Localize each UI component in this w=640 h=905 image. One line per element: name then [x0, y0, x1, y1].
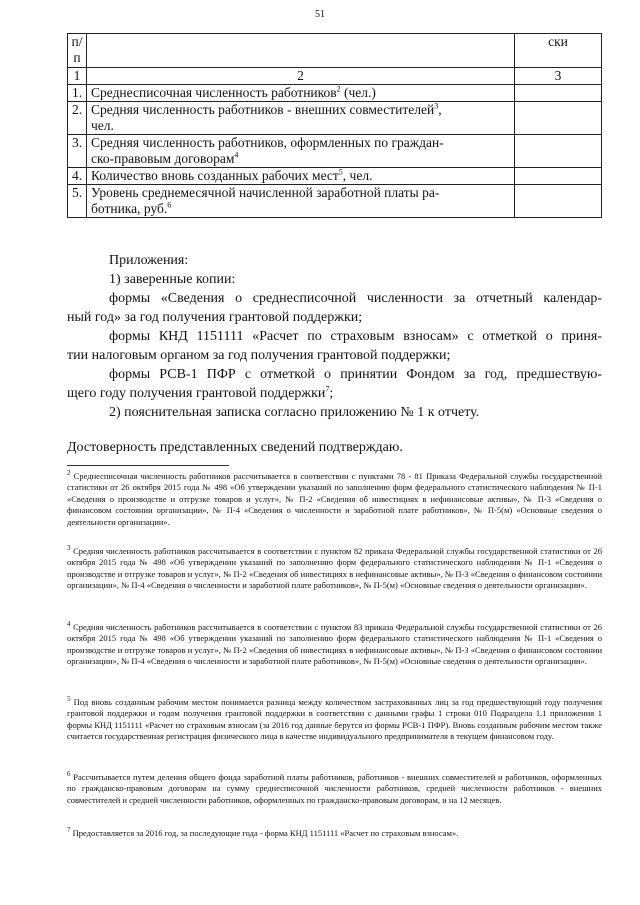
page-number: 51 [315, 9, 325, 20]
row-indicator [87, 185, 515, 218]
appendix-section [67, 251, 602, 422]
appendix-form-1-line1: формы «Сведения о среднесписочной численности за отчетный календар- [109, 291, 602, 306]
indicators-table [67, 33, 602, 218]
footnote-6 [67, 772, 602, 806]
table-row [68, 168, 602, 185]
row-text-end: , [438, 102, 442, 117]
table-header-row [68, 34, 602, 68]
table-row [68, 185, 602, 218]
appendix-title: Приложения: [109, 253, 189, 268]
row-indicator [87, 102, 515, 135]
row-text: Среднесписочная численность работников [91, 85, 337, 100]
footnote-mark: 5 [67, 695, 71, 704]
footnote-2 [67, 471, 602, 528]
footnote-7 [67, 828, 602, 839]
row-number: 1. [68, 85, 87, 102]
row-value [515, 85, 602, 102]
row-number: 2. [68, 102, 87, 135]
footnote-text: Среднесписочная численность работников рассчитывается в соответствии с пунктами 78 - 81 Приказа Федеральной службы государственной статистики от 26 октября 2015 года № 498 «Об утверждении указаний по заполнению форм федерального статистического наблюдения № П-1 «Сведения о производстве и отгрузке товаров и услуг», № П-2 «Сведения об инвестициях в нефинансовые активы», № П-3 «Сведения о финансовом состоянии организации», № П-4 «Сведения о численности и заработной плате работников», № П-5(м) «Основные сведения о деятельности организации». [67, 471, 602, 527]
row-number: 3. [68, 135, 87, 168]
footnote-5 [67, 697, 602, 743]
footnote-mark: 2 [67, 469, 71, 478]
appendix-item-1: 1) заверенные копии: [109, 272, 236, 287]
table-row [68, 135, 602, 168]
appendix-form-3-line1: формы РСВ-1 ПФР с отметкой о принятии Фондом за год, предшествую- [109, 367, 602, 382]
table-row [68, 85, 602, 102]
appendix-form-3-end: ; [329, 386, 334, 401]
row-text: Средняя численность работников - внешних совместителей [91, 102, 435, 117]
row-value [515, 135, 602, 168]
row-value [515, 102, 602, 135]
footnote-mark: 4 [67, 620, 71, 629]
row-text-line2: чел. [91, 118, 114, 133]
footnote-text: Средняя численность работников рассчитывается в соответствии с пунктом 82 приказа Федеральной службы государственной статистики от 26 октября 2015 года № 498 «Об утверждении указаний по заполнению форм федерального статистического наблюдения № П-1 «Сведения о производстве и отгрузке товаров и услуг», № П-2 «Сведения об инвестициях в нефинансовые активы», № П-3 «Сведения о финансовом состоянии организации», № П-4 «Сведения о численности и заработной плате работников», № П-5(м) «Основные сведения о деятельности организации». [67, 546, 602, 591]
footnote-text: Предоставляется за 2016 год, за последующие года - форма КНД 1151111 «Расчет по страховым взносам». [70, 828, 459, 838]
footnote-ref: 3 [434, 101, 439, 111]
numbering-cell-1: 1 [68, 68, 87, 85]
numbering-cell-2: 2 [87, 68, 515, 85]
footnote-text: Рассчитывается путем деления общего фонда заработной платы работников, работников - внешних совместителей и работников, оформленных по гражданско-правовым договорам на сумму среднесписочной численности работников, средней численности работников - внешних совместителей и средней численности работников, оформленных по гражданско-правовым договорам, и на 12 месяцев. [67, 772, 602, 805]
appendix-form-3-text: щего году получения грантовой поддержки [67, 386, 326, 401]
footnote-3 [67, 546, 602, 592]
row-indicator [87, 168, 515, 185]
row-text-line2: ско-правовым договорам [91, 151, 235, 166]
footnote-ref: 2 [336, 84, 341, 94]
footnote-mark: 6 [67, 770, 71, 779]
row-number: 5. [68, 185, 87, 218]
appendix-form-2-line2: тии налоговым органом за год получения грантовой поддержки; [67, 348, 451, 363]
confirmation-statement: Достоверность представленных сведений подтверждаю. [67, 440, 403, 455]
row-text-end: , чел. [342, 168, 373, 183]
footnote-ref: 6 [167, 200, 172, 210]
footnote-text: Под вновь созданным рабочим местом понимается разница между количеством застрахованных лиц за год предшествующий году получения грантовой поддержки и годом получения грантовой поддержки в соответствии с данными графы 1 строки 010 Подраздела 1.1 приложения 1 формы КНД 1151111 «Расчет по страховым взносам (за 2016 год данные берутся из формы РСВ-1 ПФР). Вновь созданным рабочим местом также считается государственная регистрация физического лица в качестве индивидуального предпринимателя в текущем финансовом году. [67, 697, 602, 742]
numbering-cell-3: 3 [515, 68, 602, 85]
row-indicator [87, 85, 515, 102]
row-indicator [87, 135, 515, 168]
row-text-line2: ботника, руб. [91, 201, 168, 216]
appendix-item-2: 2) пояснительная записка согласно приложению № 1 к отчету. [109, 405, 480, 420]
row-text: Средняя численность работников, оформленных по граждан- [91, 135, 444, 150]
header-num-cell: п/ п [68, 34, 87, 68]
appendix-form-1-line2: ный год» за год получения грантовой поддержки; [67, 310, 363, 325]
table-row [68, 102, 602, 135]
appendix-form-2-line1: формы КНД 1151111 «Расчет по страховым взносам» с отметкой о приня- [109, 329, 602, 344]
header-col3-cell: ски [515, 34, 602, 68]
row-text: Количество вновь созданных рабочих мест [91, 168, 339, 183]
row-value [515, 168, 602, 185]
row-text-end: (чел.) [340, 85, 376, 100]
footnote-text: Средняя численность работников рассчитывается в соответствии с пунктом 83 приказа Федеральной службы государственной статистики от 26 октября 2015 года № 498 «Об утверждении указаний по заполнению форм федерального статистического наблюдения № П-1 «Сведения о производстве и отгрузке товаров и услуг», № П-2 «Сведения об инвестициях в нефинансовые активы», № П-3 «Сведения о финансовом состоянии организации», № П-4 «Сведения о численности и заработной плате работников», № П-5(м) «Основные сведения о деятельности организации». [67, 622, 602, 667]
table-numbering-row [68, 68, 602, 85]
footnote-ref: 5 [338, 167, 343, 177]
row-value [515, 185, 602, 218]
footnote-mark: 7 [67, 826, 71, 835]
footnote-4 [67, 622, 602, 668]
appendix-form-3-line2 [67, 384, 602, 403]
row-text: Уровень среднемесячной начисленной заработной платы ра- [91, 185, 440, 200]
footnote-mark: 3 [67, 544, 71, 553]
footnote-ref: 4 [234, 150, 239, 160]
row-number: 4. [68, 168, 87, 185]
footnote-separator [67, 465, 229, 466]
header-name-cell [87, 34, 515, 68]
footnote-ref: 7 [325, 384, 330, 394]
